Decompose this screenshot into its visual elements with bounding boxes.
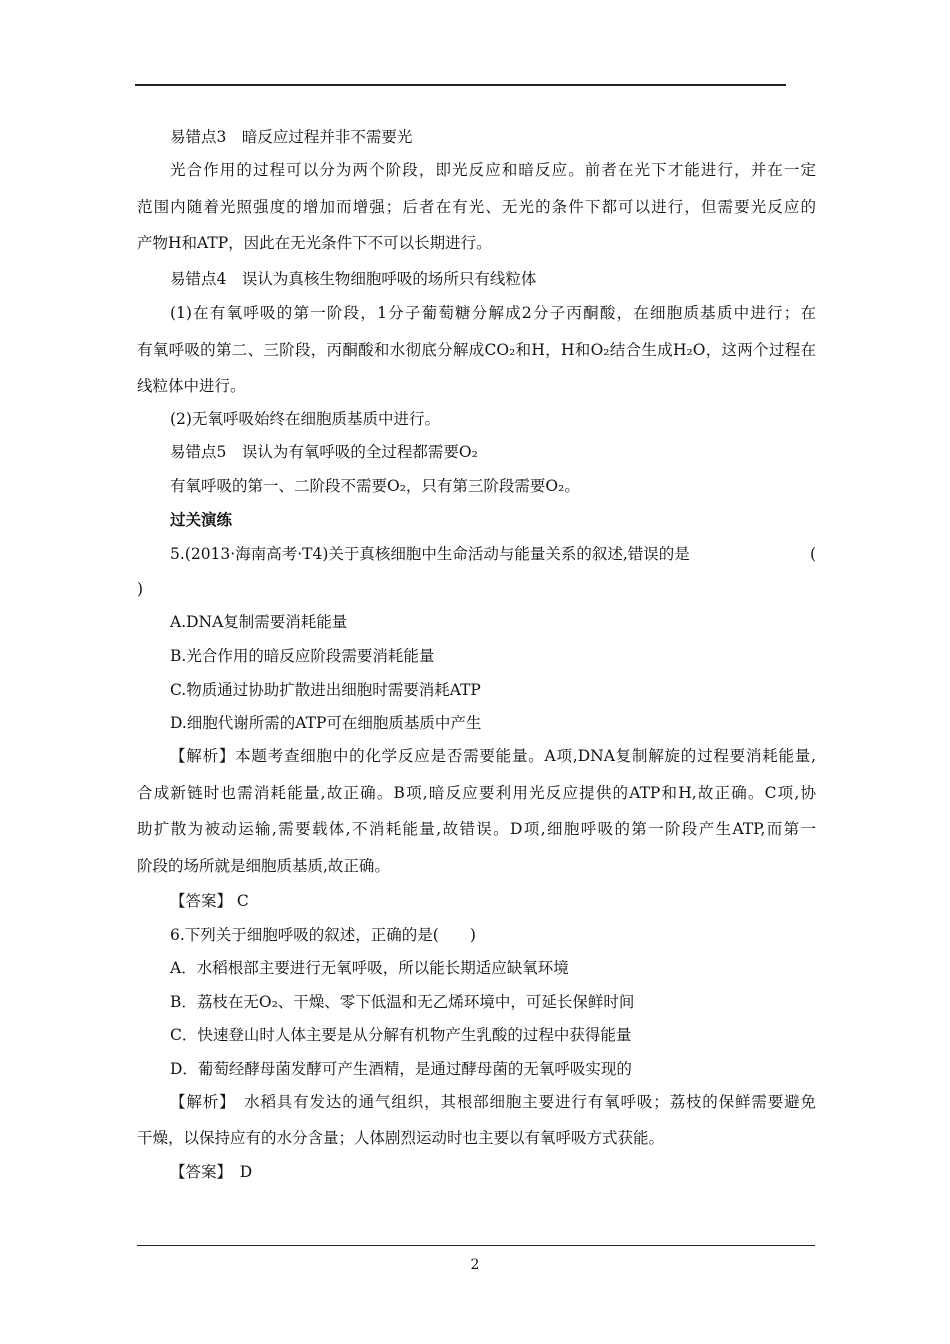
paragraph-line: 范围内随着光照强度的增加而增强；后者在有光、无光的条件下都可以进行，但需要光反应的 [137, 198, 816, 216]
option-b: B.光合作用的暗反应阶段需要消耗能量 [170, 647, 435, 665]
question-6-stem: 6.下列关于细胞呼吸的叙述，正确的是( ) [170, 926, 476, 944]
paragraph-line: 光合作用的过程可以分为两个阶段，即光反应和暗反应。前者在光下才能进行，并在一定 [170, 161, 816, 179]
pitfall-4-heading: 易错点4 误认为真核生物细胞呼吸的场所只有线粒体 [170, 270, 537, 288]
analysis-line: 干燥，以保持应有的水分含量；人体剧烈运动时也主要以有氧呼吸方式获能。 [137, 1129, 665, 1147]
page-number: 2 [470, 1257, 480, 1273]
question-5-open-paren: ( [809, 545, 816, 563]
analysis-line: 【解析】 水稻具有发达的通气组织，其根部细胞主要进行有氧呼吸；荔枝的保鲜需要避免 [170, 1093, 816, 1111]
section-heading: 过关演练 [170, 510, 233, 529]
question-5-stem [170, 543, 816, 565]
analysis-line: 助扩散为被动运输,需要载体,不消耗能量,故错误。D项,细胞呼吸的第一阶段产生ATP,而第一 [137, 820, 816, 838]
answer-5: 【答案】 C [170, 892, 249, 910]
question-5-close-paren: ) [137, 580, 144, 598]
question-5-text: 5.(2013·海南高考·T4)关于真核细胞中生命活动与能量关系的叙述,错误的是 [170, 545, 690, 563]
paragraph-line: (1)在有氧呼吸的第一阶段，1分子葡萄糖分解成2分子丙酮酸，在细胞质基质中进行；在 [170, 304, 816, 322]
option-d: D.细胞代谢所需的ATP可在细胞质基质中产生 [170, 714, 482, 732]
paragraph-line: (2)无氧呼吸始终在细胞质基质中进行。 [170, 410, 440, 428]
header-rule [135, 84, 786, 86]
analysis-line: 【解析】本题考查细胞中的化学反应是否需要能量。A项,DNA复制解旋的过程要消耗能量, [170, 747, 816, 765]
pitfall-3-heading: 易错点3 暗反应过程并非不需要光 [170, 128, 413, 146]
option-a: A.DNA复制需要消耗能量 [170, 613, 348, 631]
analysis-line: 阶段的场所就是细胞质基质,故正确。 [137, 857, 390, 875]
paragraph-line: 有氧呼吸的第一、二阶段不需要O₂，只有第三阶段需要O₂。 [170, 477, 580, 495]
answer-6: 【答案】 D [170, 1163, 253, 1181]
analysis-line: 合成新链时也需消耗能量,故正确。B项,暗反应要利用光反应提供的ATP和H,故正确。C项,协 [137, 784, 816, 802]
paragraph-line: 线粒体中进行。 [137, 377, 246, 395]
option-a: A．水稻根部主要进行无氧呼吸，所以能长期适应缺氧环境 [170, 959, 569, 977]
paragraph-line: 产物H和ATP，因此在无光条件下不可以长期进行。 [137, 234, 492, 252]
pitfall-5-heading: 易错点5 误认为有氧呼吸的全过程都需要O₂ [170, 443, 478, 461]
option-d: D．葡萄经酵母菌发酵可产生酒精，是通过酵母菌的无氧呼吸实现的 [170, 1060, 632, 1078]
footer-rule [137, 1245, 815, 1246]
option-b: B．荔枝在无O₂、干燥、零下低温和无乙烯环境中，可延长保鲜时间 [170, 993, 635, 1011]
option-c: C.物质通过协助扩散进出细胞时需要消耗ATP [170, 681, 481, 699]
paragraph-line: 有氧呼吸的第二、三阶段，丙酮酸和水彻底分解成CO₂和H，H和O₂结合生成H₂O，这两个过程在 [137, 341, 816, 359]
option-c: C．快速登山时人体主要是从分解有机物产生乳酸的过程中获得能量 [170, 1026, 632, 1044]
